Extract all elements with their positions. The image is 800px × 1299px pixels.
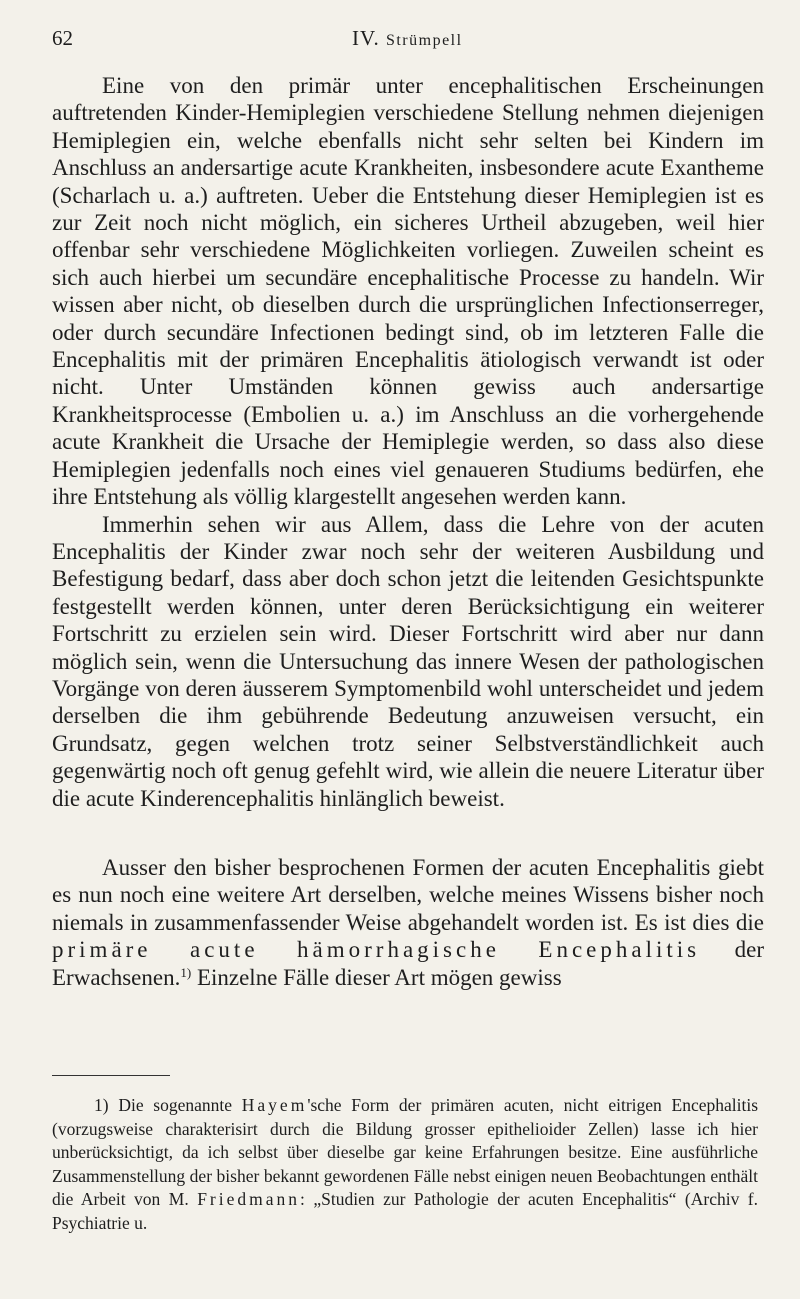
running-title — [352, 26, 463, 51]
author-name: Strümpell — [385, 32, 463, 49]
section-lead-text: Ausser den bisher besprochenen Formen der acuten Encephalitis giebt es nun noch eine weitere Art derselben, welche meines Wissens bisher noch niemals in zusammenfassender Weise abgehandelt worden ist. Es ist dies die — [52, 854, 764, 935]
footnote-text-b: 'sche Form der primären acuten, nicht eitrigen Encephalitis (vorzugsweise charakterisirt durch die Bildung grosser epithelioider Zellen) lasse ich hier unberücksichtigt, da ich selbst über dieselbe gar keine Erfahrungen besitze. Eine ausführliche Zusammenstellung der bisher bekannt gewordenen Fälle nebst einigen neuen Beobachtungen enthält die Arbeit von M. — [52, 1095, 759, 1210]
paragraph-hemiplegien: Eine von den primär unter encephalitischen Erscheinungen auftretenden Kinder-Hemiplegien verschiedene Stellung nehmen diejenigen Hemiplegien ein, welche ebenfalls nicht sehr selten bei Kindern im Anschluss an andersartige acute Krankheiten, insbesondere acute Exantheme (Scharlach u. a.) auftreten. Ueber die Entstehung dieser Hemiplegien ist es zur Zeit noch nicht möglich, ein sicheres Urtheil abzugeben, weil hier offenbar sehr verschiedene Möglichkeiten vorliegen. Zuweilen scheint es sich auch hierbei um secundäre encephalitische Processe zu handeln. Wir wissen aber nicht, ob dieselben durch die ursprünglichen Infectionserreger, oder durch secundäre Infectionen bedingt sind, ob im letzteren Falle die Encephalitis mit der primären Encephalitis ätiologisch verwandt ist oder nicht. Unter Umständen können gewiss auch andersartige Krankheitsprocesse (Embolien u. a.) im Anschluss an die vorhergehende acute Krankheit die Ursache der Hemiplegie werden, so dass also diese Hemiplegien jedenfalls noch eines viel genaueren Studiums bedürfen, ehe ihre Entstehung als völlig klargestellt angesehen werden kann. — [52, 73, 764, 510]
footnote-text-a: Die sogenannte — [118, 1095, 233, 1115]
chapter-number: IV. — [352, 26, 380, 50]
footnote-mark: 1) — [94, 1095, 109, 1115]
main-text — [52, 72, 764, 991]
section-after-term: der Erwachsenen. — [52, 937, 765, 990]
running-header — [52, 26, 748, 51]
page-number: 62 — [52, 26, 73, 50]
paragraph-haemorrhagische-encephalitis — [52, 854, 764, 991]
emphasized-term: primäre acute hämorrhagische Encephalitis — [52, 937, 701, 963]
footnote-rule — [52, 1075, 170, 1076]
paragraph-immerhin: Immerhin sehen wir aus Allem, dass die Lehre von der acuten Encephalitis der Kinder zwar noch sehr der weiteren Ausbildung und Befestigung bedarf, dass aber doch schon jetzt die leitenden Gesichtspunkte festgestellt werden können, unter deren Berücksichtigung ein weiterer Fortschritt zu erzielen sein wird. Dieser Fortschritt wird aber nur dann möglich sein, wenn die Untersuchung das innere Wesen der pathologischen Vorgänge von deren äusserem Symptomenbild wohl unterscheidet und jedem derselben die ihm gebührende Bedeutung anzuweisen versucht, ein Grundsatz, gegen welchen trotz seiner Selbstverständlichkeit auch gegenwärtig noch oft genug gefehlt wird, wie allein die neuere Literatur über die acute Kinderencephalitis hinlänglich beweist. — [52, 511, 764, 811]
footnote-name-hayem: Hayem — [241, 1095, 308, 1115]
section-break — [52, 812, 764, 854]
footnote — [52, 1094, 758, 1236]
footnote-reference: 1) — [180, 964, 192, 980]
section-tail-text: Einzelne Fälle dieser Art mögen gewiss — [196, 964, 562, 990]
footnote-text-c: : „Studien zur Pathologie der acuten Encephalitis“ (Archiv f. Psychiatrie u. — [52, 1189, 758, 1233]
footnote-name-friedmann: Friedmann — [197, 1189, 301, 1210]
